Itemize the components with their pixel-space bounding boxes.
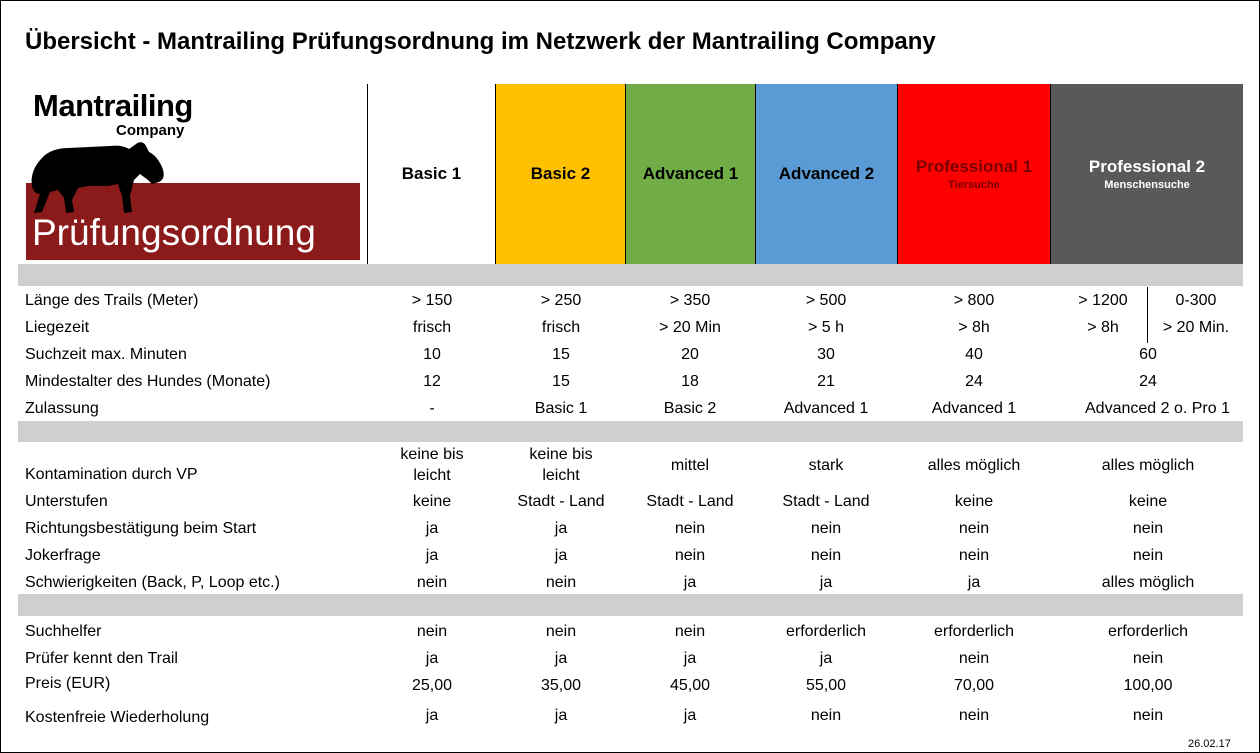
table-cell: nein	[674, 547, 706, 564]
table-cell: ja	[425, 520, 439, 537]
table-cell: ja	[967, 574, 981, 591]
table-cell: Basic 1	[534, 400, 588, 417]
table-cell: nein	[810, 520, 842, 537]
table-cell: 55,00	[805, 677, 847, 694]
table-cell: nein	[545, 574, 577, 591]
header-basic1	[368, 84, 495, 264]
header-professional2	[1051, 84, 1243, 264]
header-professional1	[898, 84, 1050, 264]
header-basic2	[496, 84, 625, 264]
table-cell: ja	[819, 650, 833, 667]
table-cell: Basic 2	[663, 400, 717, 417]
table-cell: erforderlich	[933, 623, 1015, 640]
row-label: Mindestalter des Hundes (Monate)	[25, 373, 271, 390]
page-title: Übersicht - Mantrailing Prüfungsordnung im Netzwerk der Mantrailing Company	[25, 28, 936, 55]
table-cell: ja	[554, 707, 568, 724]
table-cell: 45,00	[669, 677, 711, 694]
header-advanced1	[626, 84, 755, 264]
table-cell: 15	[552, 346, 570, 363]
table-cell: 24	[965, 373, 983, 390]
table-cell: alles möglich	[1101, 574, 1195, 591]
header-label: Professional 2	[1088, 157, 1206, 176]
table-cell: ja	[819, 574, 833, 591]
table-cell: Advanced 1	[783, 400, 869, 417]
table-cell: nein	[416, 623, 448, 640]
section-separator	[18, 421, 1243, 442]
row-label: Liegezeit	[25, 319, 90, 336]
table-cell: ja	[554, 547, 568, 564]
table-cell: > 800	[953, 292, 995, 309]
row-label: Suchhelfer	[25, 623, 102, 640]
table-cell: nein	[958, 547, 990, 564]
row-label: Kostenfreie Wiederholung	[25, 709, 210, 726]
table-cell: > 500	[805, 292, 847, 309]
table-cell: > 150	[411, 292, 453, 309]
table-cell: > 250	[540, 292, 582, 309]
row-label: Preis (EUR)	[25, 675, 111, 692]
table-cell: nein	[810, 707, 842, 724]
row-label: Zulassung	[25, 400, 99, 417]
table-cell: 30	[817, 346, 835, 363]
table-cell: > 1200	[1078, 292, 1128, 309]
table-cell: keine	[954, 493, 994, 510]
table-cell: 25,00	[411, 677, 453, 694]
table-cell: ja	[554, 650, 568, 667]
table-cell: keine bis leicht	[400, 446, 464, 484]
table-cell: 15	[552, 373, 570, 390]
table-cell: stark	[808, 457, 844, 474]
table-cell: Advanced 1	[931, 400, 1017, 417]
table-cell: alles möglich	[927, 457, 1021, 474]
row-label: Schwierigkeiten (Back, P, Loop etc.)	[25, 574, 280, 591]
table-cell: 35,00	[540, 677, 582, 694]
table-cell: 18	[681, 373, 699, 390]
table-cell: Advanced 2 o. Pro 1	[1085, 400, 1230, 417]
table-cell: > 350	[669, 292, 711, 309]
table-cell: nein	[545, 623, 577, 640]
table-cell: 40	[965, 346, 983, 363]
table-cell: nein	[1132, 547, 1164, 564]
table-cell: 10	[423, 346, 441, 363]
table-cell: nein	[1132, 650, 1164, 667]
logo-title-text: Prüfungsordnung	[32, 212, 316, 253]
table-cell: erforderlich	[785, 623, 867, 640]
row-label: Länge des Trails (Meter)	[25, 292, 199, 309]
table-cell: ja	[683, 574, 697, 591]
table-cell: erforderlich	[1107, 623, 1189, 640]
row-label: Unterstufen	[25, 493, 108, 510]
table-cell: 100,00	[1123, 677, 1173, 694]
table-cell: nein	[810, 547, 842, 564]
table-cell: Stadt - Land	[782, 493, 870, 510]
table-cell: 24	[1139, 373, 1157, 390]
row-label: Prüfer kennt den Trail	[25, 650, 178, 667]
row-label: Richtungsbestätigung beim Start	[25, 520, 257, 537]
dog-logo-icon	[28, 134, 168, 214]
section-separator	[18, 594, 1243, 616]
table-cell: ja	[425, 707, 439, 724]
table-cell: keine bis leicht	[529, 446, 593, 484]
table-cell: alles möglich	[1101, 457, 1195, 474]
table-cell: 70,00	[953, 677, 995, 694]
table-cell: 20	[681, 346, 699, 363]
table-cell: keine	[1128, 493, 1168, 510]
header-sublabel: Menschensuche	[1104, 179, 1190, 191]
table-cell: nein	[958, 707, 990, 724]
table-cell: nein	[416, 574, 448, 591]
table-cell: > 8h	[1087, 319, 1119, 336]
table-cell: nein	[1132, 520, 1164, 537]
header-label: Basic 2	[530, 164, 591, 183]
header-sublabel: Tiersuche	[948, 179, 1000, 191]
table-cell: 12	[423, 373, 441, 390]
table-cell: nein	[674, 520, 706, 537]
row-label: Kontamination durch VP	[25, 466, 198, 483]
header-advanced2	[756, 84, 897, 264]
table-cell: > 8h	[958, 319, 990, 336]
table-cell: mittel	[670, 457, 710, 474]
table-cell: 60	[1139, 346, 1157, 363]
row-label: Suchzeit max. Minuten	[25, 346, 187, 363]
table-cell: Stadt - Land	[646, 493, 734, 510]
table-cell: ja	[683, 707, 697, 724]
table-cell: frisch	[541, 319, 581, 336]
table-cell: nein	[958, 650, 990, 667]
table-cell: 21	[817, 373, 835, 390]
table-cell: > 20 Min.	[1162, 319, 1230, 336]
table-cell: keine	[412, 493, 452, 510]
table-cell: ja	[683, 650, 697, 667]
logo-brand-text: Mantrailing	[33, 88, 193, 123]
table-cell: ja	[554, 520, 568, 537]
table-cell: > 5 h	[807, 319, 845, 336]
row-label: Jokerfrage	[25, 547, 101, 564]
table-cell: -	[429, 400, 435, 417]
header-label: Advanced 2	[778, 164, 875, 183]
table-cell: nein	[1132, 707, 1164, 724]
table-cell: ja	[425, 547, 439, 564]
header-label: Advanced 1	[642, 164, 739, 183]
header-label: Professional 1	[915, 157, 1033, 176]
date-stamp: 26.02.17	[1188, 738, 1231, 750]
table-cell: ja	[425, 650, 439, 667]
logo-company-text: Company	[116, 122, 185, 139]
section-separator	[18, 264, 1243, 286]
header-label: Basic 1	[401, 164, 462, 183]
table-cell: Stadt - Land	[517, 493, 605, 510]
table-cell: frisch	[412, 319, 452, 336]
table-cell: 0-300	[1175, 292, 1217, 309]
table-cell: > 20 Min	[659, 319, 721, 336]
table-cell: nein	[674, 623, 706, 640]
table-cell: nein	[958, 520, 990, 537]
